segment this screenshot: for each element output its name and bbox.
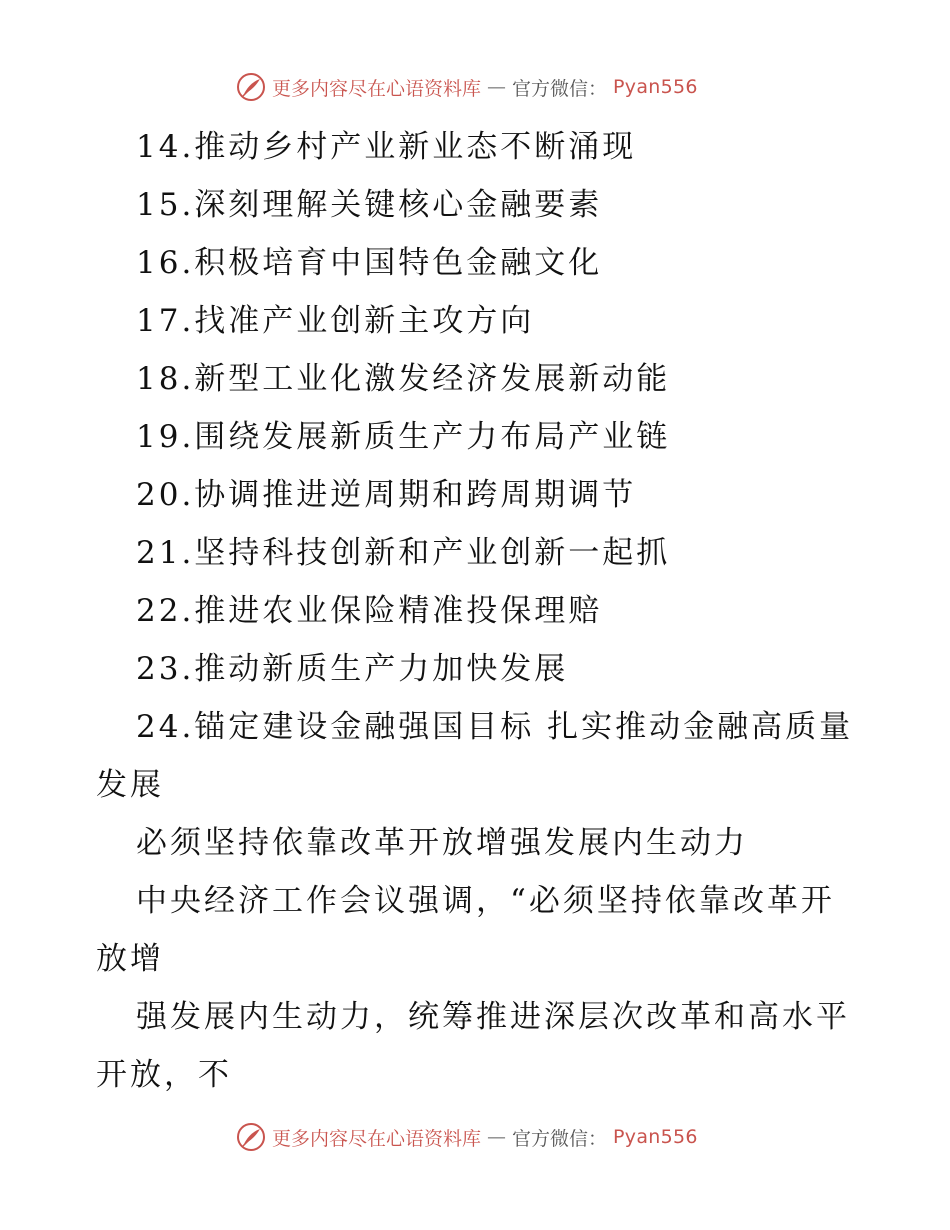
text-line: 16.积极培育中国特色金融文化: [136, 245, 603, 281]
text-line: 23.推动新质生产力加快发展: [136, 651, 569, 687]
text-line: 放增: [96, 941, 164, 977]
watermark-dash: —: [487, 1126, 507, 1148]
watermark-dash: —: [487, 76, 507, 98]
text-line: 24.锚定建设金融强国目标 扎实推动金融高质量: [136, 709, 854, 745]
text-line: 22.推进农业保险精准投保理赔: [136, 593, 603, 629]
watermark-footer: [236, 1122, 698, 1152]
document-body: [96, 118, 856, 1104]
text-line: 中央经济工作会议强调，“必须坚持依靠改革开: [136, 883, 835, 919]
text-line: 15.深刻理解关键核心金融要素: [136, 187, 603, 223]
text-line: 发展: [96, 767, 164, 803]
text-line: 17.找准产业创新主攻方向: [136, 303, 535, 339]
feather-logo-icon: [236, 1122, 266, 1152]
text-line: 强发展内生动力，统筹推进深层次改革和高水平: [136, 999, 850, 1035]
watermark-label: 官方微信：: [512, 77, 608, 100]
feather-logo-icon: [236, 72, 266, 102]
watermark-wechat-id: Pyan556: [613, 76, 698, 98]
watermark-main-text: 更多内容尽在心语资料库: [272, 77, 482, 100]
text-line: 开放，不: [96, 1057, 232, 1093]
watermark-label: 官方微信：: [512, 1127, 608, 1150]
text-line: 必须坚持依靠改革开放增强发展内生动力: [136, 825, 748, 861]
watermark-wechat-id: Pyan556: [613, 1126, 698, 1148]
text-line: 20.协调推进逆周期和跨周期调节: [136, 477, 637, 513]
text-line: 14.推动乡村产业新业态不断涌现: [136, 129, 637, 165]
watermark-header: [236, 72, 698, 102]
text-line: 18.新型工业化激发经济发展新动能: [136, 361, 671, 397]
watermark-main-text: 更多内容尽在心语资料库: [272, 1127, 482, 1150]
text-line: 21.坚持科技创新和产业创新一起抓: [136, 535, 671, 571]
text-line: 19.围绕发展新质生产力布局产业链: [136, 419, 671, 455]
